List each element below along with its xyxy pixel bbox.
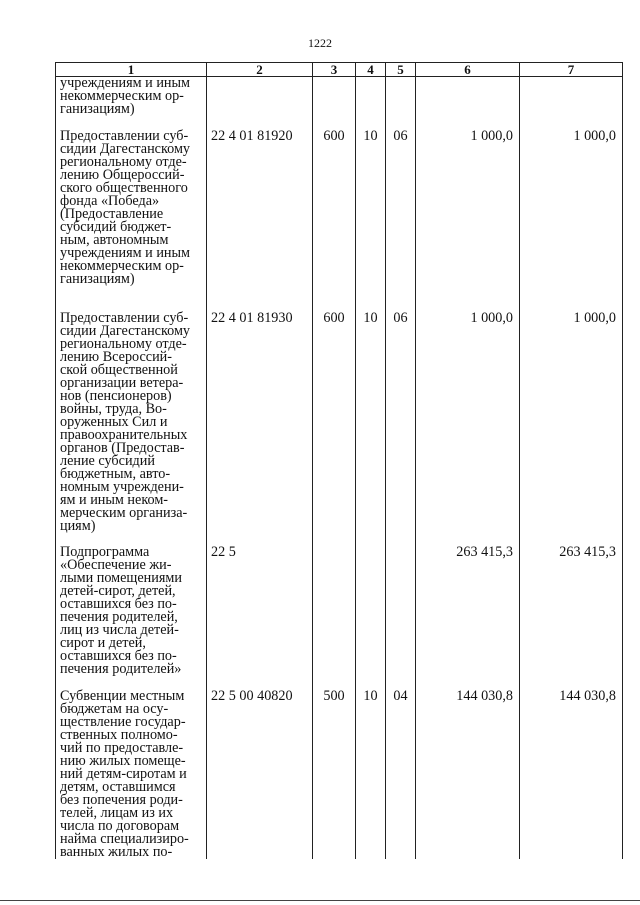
row-c4 [356, 77, 386, 120]
row-value-7: 1 000,0 [520, 301, 623, 535]
row-code: 22 4 01 81930 [207, 301, 313, 535]
row-description: Субвенции местным бюджетам на осу- ществление государ- ственных полномо- чий по предоставле- нию жилых помеще- ний детям-сиротам и детям, оставшимся без попечения роди- телей, лицам из их числа по договорам найма специализиро- ванных жилых по- [56, 679, 207, 859]
row-description: Предоставлении суб- сидии Дагестанскому региональному отде- лению Всероссий- ской общественной организации ветера- нов (пенсионеров) войны, труда, Во- оруженных Сил и правоохранительных органов (Предостав- ление субсидий бюджетным, авто- номным учреждени- ям и иным неком- мерческим организа- циям) [56, 301, 207, 535]
column-header-6: 6 [416, 63, 520, 77]
row-value-6: 263 415,3 [416, 535, 520, 679]
row-c4: 10 [356, 119, 386, 301]
row-description: Подпрограмма «Обеспечение жи- лыми помещениями детей-сирот, детей, оставшихся без по- печения родителей, лиц из числа детей- сирот и детей, оставшихся без по- печения родителей» [56, 535, 207, 679]
row-code: 22 5 [207, 535, 313, 679]
row-description: Предоставлении суб- сидии Дагестанскому региональному отде- лению Общероссий- ского общественного фонда «Победа» (Предоставление субсидий бюджет- ным, автономным учреждениям и иным некоммерческим ор- ганизациям) [56, 119, 207, 301]
page-bottom-edge [0, 900, 640, 901]
row-c5: 06 [386, 301, 416, 535]
row-c4: 10 [356, 301, 386, 535]
row-code [207, 77, 313, 120]
row-value-6: 144 030,8 [416, 679, 520, 859]
table-row [56, 77, 623, 120]
row-code: 22 5 00 40820 [207, 679, 313, 859]
column-header-1: 1 [56, 63, 207, 77]
row-c3 [313, 77, 356, 120]
row-c3: 500 [313, 679, 356, 859]
column-header-2: 2 [207, 63, 313, 77]
page-number: 1222 [308, 36, 332, 50]
row-value-7: 263 415,3 [520, 535, 623, 679]
row-value-7: 1 000,0 [520, 119, 623, 301]
row-code: 22 4 01 81920 [207, 119, 313, 301]
row-c5: 06 [386, 119, 416, 301]
table-row [56, 119, 623, 301]
column-header-3: 3 [313, 63, 356, 77]
row-value-7 [520, 77, 623, 120]
column-header-7: 7 [520, 63, 623, 77]
table-row [56, 301, 623, 535]
row-value-7: 144 030,8 [520, 679, 623, 859]
row-c3 [313, 535, 356, 679]
row-c5 [386, 535, 416, 679]
table-row [56, 679, 623, 859]
row-value-6: 1 000,0 [416, 301, 520, 535]
row-value-6: 1 000,0 [416, 119, 520, 301]
row-c3: 600 [313, 301, 356, 535]
column-header-4: 4 [356, 63, 386, 77]
row-c5 [386, 77, 416, 120]
row-c5: 04 [386, 679, 416, 859]
budget-table [55, 62, 623, 859]
row-value-6 [416, 77, 520, 120]
column-header-5: 5 [386, 63, 416, 77]
table-row [56, 535, 623, 679]
row-c4 [356, 535, 386, 679]
row-c3: 600 [313, 119, 356, 301]
row-c4: 10 [356, 679, 386, 859]
row-description: учреждениям и иным некоммерческим ор- ганизациям) [56, 77, 207, 120]
